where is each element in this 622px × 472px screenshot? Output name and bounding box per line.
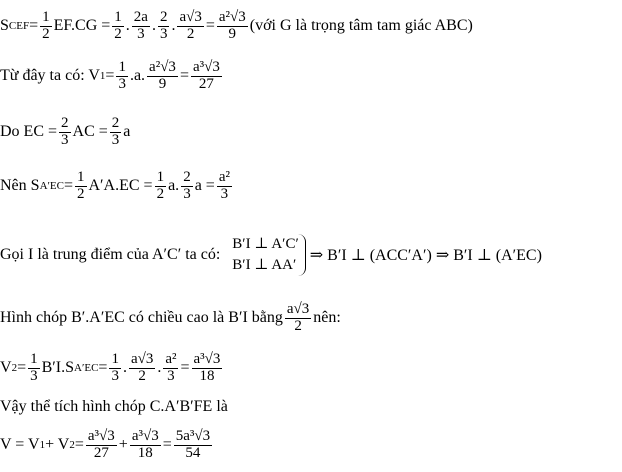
text: = — [179, 67, 189, 84]
text: a — [123, 123, 131, 140]
subscript: 1 — [99, 70, 106, 82]
text: = — [98, 359, 108, 376]
text: V = V — [0, 436, 40, 453]
fraction: $\frac{\text{a³√3}}{27}$ — [192, 58, 220, 92]
fraction: $\frac{1}{2}$ — [156, 168, 165, 202]
fraction: $\frac{\text{a³√3}}{27}$ — [87, 427, 115, 461]
fraction: $\frac{\text{a²}}{3}$ — [218, 168, 230, 202]
fraction: $\frac{2}{3}$ — [183, 168, 191, 202]
subscript: CEF — [8, 20, 30, 32]
text: = — [180, 359, 190, 376]
text: . — [122, 359, 127, 376]
fraction: $\frac{a√3}{2}$ — [130, 350, 154, 384]
text: S — [0, 17, 9, 34]
fraction: $\frac{2a}{3}$ — [133, 8, 148, 42]
text: V — [0, 359, 12, 376]
text: Nên S — [0, 177, 40, 194]
formula-line-4 — [0, 162, 234, 210]
fraction: $\frac{1}{3}$ — [30, 350, 38, 384]
formula-line-3 — [0, 108, 130, 156]
text: . — [125, 17, 130, 34]
subscript: A′EC — [74, 362, 99, 374]
fraction: $\frac{2}{3}$ — [111, 114, 120, 148]
text: + — [118, 436, 128, 453]
text: ⇒ B′I ⊥ (ACC′A′) ⇒ B′I ⊥ (A′EC) — [309, 247, 542, 264]
fraction: $\frac{\text{a²√3}}{9}$ — [218, 8, 246, 42]
text: + V — [45, 436, 70, 453]
fraction: $\frac{1}{3}$ — [118, 58, 126, 92]
text: = — [105, 67, 115, 84]
text: a. — [168, 177, 180, 194]
formula-line-9 — [0, 420, 214, 470]
formula-line-5 — [0, 228, 542, 282]
text: Gọi I là trung điểm của A′C′ ta có: — [0, 246, 221, 263]
text: . — [157, 359, 162, 376]
text: = — [74, 436, 84, 453]
formula-line-6 — [0, 294, 341, 342]
text: nên: — [313, 309, 341, 326]
text: Vậy thể tích hình chóp C.A′B′FE là — [0, 398, 228, 415]
subscript: 2 — [69, 439, 75, 451]
brace-item: B′I ⊥ AA′ — [232, 257, 297, 273]
text: . — [151, 17, 156, 34]
fraction: $\frac{a√3}{2}$ — [179, 8, 202, 42]
text: AC = — [72, 123, 108, 140]
fraction: $\frac{\text{a³√3}}{18}$ — [131, 427, 159, 461]
text: a = — [194, 177, 215, 194]
fraction: $\frac{a√3}{2}$ — [286, 300, 310, 334]
fraction: $\frac{1}{3}$ — [111, 350, 119, 384]
text: . — [171, 17, 176, 34]
formula-line-8 — [0, 396, 228, 418]
note-text: (với G là trọng tâm tam giác ABC) — [249, 17, 473, 34]
formula-line-2 — [0, 52, 224, 100]
text: = — [17, 359, 27, 376]
text: .a. — [129, 67, 146, 84]
fraction: $\frac{1}{2}$ — [114, 8, 122, 42]
text: = — [205, 17, 215, 34]
text: A′A.EC = — [88, 177, 153, 194]
text: = — [63, 177, 73, 194]
fraction: $\frac{2}{3}$ — [61, 114, 69, 148]
fraction: $\frac{\text{a²√3}}{9}$ — [149, 58, 176, 92]
text: Do EC = — [0, 123, 58, 140]
brace-system — [230, 234, 305, 276]
fraction: $\frac{\text{a²}}{3}$ — [165, 350, 177, 384]
subscript: 2 — [11, 362, 18, 374]
brace-item: B′I ⊥ A′C′ — [232, 236, 299, 252]
fraction: $\frac{\text{5a³√3}}{54}$ — [175, 427, 211, 461]
text: EF.CG = — [53, 17, 111, 34]
text: B′I.S — [41, 359, 74, 376]
text: Hình chóp B′.A′EC có chiều cao là B′I bằng — [0, 309, 283, 326]
text: Từ đây ta có: V — [0, 67, 100, 84]
fraction: $\frac{1}{2}$ — [77, 168, 85, 202]
text: = — [162, 436, 172, 453]
formula-line-7 — [0, 344, 224, 392]
fraction: $\frac{2}{3}$ — [159, 8, 168, 42]
subscript: A′EC — [39, 180, 64, 192]
subscript: 1 — [39, 439, 46, 451]
text: = — [29, 17, 39, 34]
formula-line-1 — [0, 2, 473, 50]
fraction: $\frac{1}{2}$ — [42, 8, 50, 42]
fraction: $\frac{\text{a³√3}}{18}$ — [193, 350, 221, 384]
